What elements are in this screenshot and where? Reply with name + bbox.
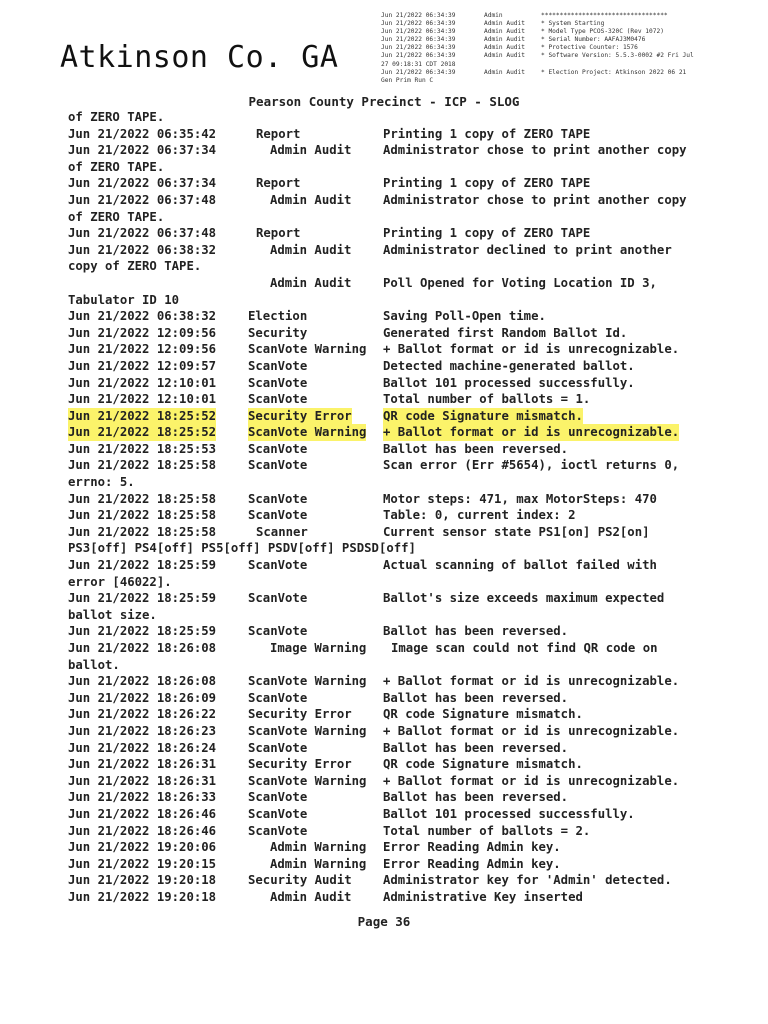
- log-timestamp: Jun 21/2022 18:25:59: [68, 591, 217, 606]
- log-event-type: ScanVote: [248, 823, 308, 838]
- log-timestamp: Jun 21/2022 18:25:59: [68, 558, 217, 573]
- log-continuation-text: PS3[off] PS4[off] PS5[off] PSDV[off] PSDSD[off]: [68, 541, 416, 556]
- log-message: Administrative Key inserted: [383, 889, 583, 904]
- log-message: Administrator key for 'Admin' detected.: [383, 873, 672, 888]
- log-message: Administrator declined to print another: [383, 242, 672, 257]
- log-continuation: [68, 540, 708, 557]
- event-log: [68, 109, 708, 906]
- log-timestamp: Jun 21/2022 19:20:06: [68, 840, 217, 855]
- inset-cell: Jun 21/2022 06:34:39: [381, 68, 456, 76]
- log-entry: [68, 457, 708, 474]
- log-message: Administrator chose to print another copy: [383, 192, 687, 207]
- log-continuation-text: of ZERO TAPE.: [68, 209, 165, 224]
- log-timestamp: Jun 21/2022 18:26:31: [68, 757, 217, 772]
- log-message: Ballot has been reversed.: [383, 441, 569, 456]
- log-message: Printing 1 copy of ZERO TAPE: [383, 176, 591, 191]
- log-event-type: ScanVote Warning: [248, 342, 367, 357]
- log-message: Error Reading Admin key.: [383, 840, 561, 855]
- log-event-type: ScanVote Warning: [248, 425, 367, 440]
- log-timestamp: Jun 21/2022 06:37:34: [68, 176, 217, 191]
- log-timestamp: Jun 21/2022 18:26:08: [68, 674, 217, 689]
- log-entry: [68, 175, 708, 192]
- log-timestamp: Jun 21/2022 06:35:42: [68, 126, 217, 141]
- log-entry: [68, 889, 708, 906]
- log-timestamp: Jun 21/2022 19:20:18: [68, 873, 217, 888]
- log-message: Scan error (Err #5654), ioctl returns 0,: [383, 458, 680, 473]
- log-event-type: Security: [248, 325, 308, 340]
- log-event-type: Admin Audit: [270, 143, 352, 158]
- log-entry: [68, 408, 708, 425]
- log-entry: [68, 756, 708, 773]
- log-event-type: Election: [248, 309, 308, 324]
- log-message: + Ballot format or id is unrecognizable.: [383, 425, 680, 440]
- inset-row: [381, 12, 711, 20]
- log-event-type: ScanVote: [248, 358, 308, 373]
- log-event-type: ScanVote: [248, 690, 308, 705]
- log-timestamp: Jun 21/2022 06:37:34: [68, 143, 217, 158]
- log-entry: [68, 623, 708, 640]
- inset-row: [381, 20, 711, 28]
- log-continuation: [68, 574, 708, 591]
- log-message: Total number of ballots = 1.: [383, 392, 591, 407]
- inset-row: [381, 44, 711, 52]
- log-continuation: [68, 209, 708, 226]
- inset-cell: Admin: [484, 12, 503, 19]
- log-message: Motor steps: 471, max MotorSteps: 470: [383, 491, 657, 506]
- log-timestamp: Jun 21/2022 12:10:01: [68, 375, 217, 390]
- log-entry: [68, 325, 708, 342]
- log-event-type: Report: [256, 126, 301, 141]
- log-entry: [68, 706, 708, 723]
- log-message: Error Reading Admin key.: [383, 856, 561, 871]
- log-event-type: ScanVote Warning: [248, 723, 367, 738]
- log-continuation: [68, 607, 708, 624]
- log-message: Ballot's size exceeds maximum expected: [383, 591, 665, 606]
- log-timestamp: Jun 21/2022 18:26:46: [68, 806, 217, 821]
- inset-cell: Admin Audit: [484, 20, 525, 28]
- log-timestamp: Jun 21/2022 18:25:52: [68, 408, 217, 423]
- log-continuation: [68, 474, 708, 491]
- log-message: Administrator chose to print another copy: [383, 143, 687, 158]
- log-event-type: Report: [256, 176, 301, 191]
- log-timestamp: Jun 21/2022 18:26:33: [68, 790, 217, 805]
- log-event-type: Admin Audit: [270, 242, 352, 257]
- log-timestamp: Jun 21/2022 06:37:48: [68, 192, 217, 207]
- log-continuation: [68, 657, 708, 674]
- log-entry: [68, 723, 708, 740]
- log-message: Ballot 101 processed successfully.: [383, 806, 635, 821]
- log-timestamp: Jun 21/2022 18:25:58: [68, 458, 217, 473]
- log-entry: [68, 126, 708, 143]
- log-message: Table: 0, current index: 2: [383, 508, 576, 523]
- log-message: Printing 1 copy of ZERO TAPE: [383, 226, 591, 241]
- log-message: + Ballot format or id is unrecognizable.: [383, 674, 680, 689]
- inset-cell: Admin Audit: [484, 36, 525, 44]
- log-timestamp: Jun 21/2022 18:26:09: [68, 690, 217, 705]
- log-event-type: Security Error: [248, 707, 352, 722]
- log-timestamp: Jun 21/2022 18:25:58: [68, 508, 217, 523]
- log-timestamp: Jun 21/2022 18:26:24: [68, 740, 217, 755]
- log-entry: [68, 375, 708, 392]
- page-number: Page 36: [357, 914, 411, 929]
- log-event-type: ScanVote Warning: [248, 674, 367, 689]
- log-event-type: ScanVote: [248, 392, 308, 407]
- inset-row: [381, 69, 711, 77]
- log-timestamp: Jun 21/2022 18:25:59: [68, 624, 217, 639]
- log-entry: [68, 308, 708, 325]
- inset-cell: Jun 21/2022 06:34:39: [381, 44, 456, 52]
- inset-cell: Jun 21/2022 06:34:39: [381, 52, 456, 60]
- log-message: Image scan could not find QR code on: [391, 641, 658, 655]
- inset-cell: Admin Audit: [484, 52, 525, 60]
- log-message: Total number of ballots = 2.: [383, 823, 591, 838]
- document-heading: Atkinson Co. GA: [60, 40, 339, 75]
- log-event-type: Admin Audit: [270, 192, 352, 207]
- log-continuation-text: ballot size.: [68, 607, 157, 622]
- log-continuation-text: of ZERO TAPE.: [68, 159, 165, 174]
- log-event-type: ScanVote: [248, 790, 308, 805]
- log-entry: [68, 424, 708, 441]
- log-timestamp: Jun 21/2022 19:20:15: [68, 856, 217, 871]
- inset-row: [381, 28, 711, 36]
- inset-cell: * Election Project: Atkinson 2022 06 21: [541, 68, 687, 76]
- log-entry: [68, 673, 708, 690]
- log-entry: [68, 491, 708, 508]
- log-entry: [68, 507, 708, 524]
- log-event-type: ScanVote: [248, 806, 308, 821]
- inset-row: [381, 61, 711, 69]
- log-entry: [68, 856, 708, 873]
- log-message: Poll Opened for Voting Location ID 3,: [383, 275, 657, 290]
- log-timestamp: Jun 21/2022 18:25:58: [68, 491, 217, 506]
- inset-row: [381, 52, 711, 60]
- log-event-type: ScanVote: [248, 375, 308, 390]
- log-entry: [68, 773, 708, 790]
- log-message: Actual scanning of ballot failed with: [383, 558, 657, 573]
- log-entry: [68, 275, 708, 292]
- inset-cell: * Serial Number: AAFAJ3M0476: [541, 36, 646, 44]
- inset-cell: Jun 21/2022 06:34:39: [381, 20, 456, 28]
- log-timestamp: Jun 21/2022 06:38:32: [68, 309, 217, 324]
- log-message: Generated first Random Ballot Id.: [383, 325, 628, 340]
- log-event-type: ScanVote: [248, 458, 308, 473]
- log-event-type: ScanVote: [248, 508, 308, 523]
- log-entry: [68, 142, 708, 159]
- log-timestamp: Jun 21/2022 06:38:32: [68, 242, 217, 257]
- inset-cell: Admin Audit: [484, 28, 525, 36]
- log-timestamp: Jun 21/2022 18:26:46: [68, 823, 217, 838]
- log-continuation-text: error [46022].: [68, 574, 172, 589]
- log-title: Pearson County Precinct - ICP - SLOG: [248, 94, 520, 109]
- log-message: Printing 1 copy of ZERO TAPE: [383, 126, 591, 141]
- log-continuation: [68, 109, 708, 126]
- log-event-type: ScanVote: [248, 591, 308, 606]
- log-entry: [68, 740, 708, 757]
- log-event-type: ScanVote: [248, 441, 308, 456]
- log-continuation-text: errno: 5.: [68, 475, 135, 490]
- inset-cell: Jun 21/2022 06:34:39: [381, 36, 456, 44]
- log-event-type: Security Error: [248, 408, 352, 423]
- log-message: + Ballot format or id is unrecognizable.: [383, 342, 680, 357]
- inset-log-excerpt: [381, 12, 711, 86]
- log-entry: [68, 524, 708, 541]
- log-entry: [68, 358, 708, 375]
- log-message: Ballot 101 processed successfully.: [383, 375, 635, 390]
- log-timestamp: Jun 21/2022 18:26:31: [68, 773, 217, 788]
- log-event-type: Report: [256, 226, 301, 241]
- inset-row: [381, 77, 711, 85]
- log-event-type: ScanVote Warning: [248, 773, 367, 788]
- log-message: Saving Poll-Open time.: [383, 309, 546, 324]
- log-timestamp: Jun 21/2022 12:09:56: [68, 325, 217, 340]
- inset-cell: * Software Version: 5.5.3-0002 #2 Fri Jul: [541, 52, 694, 60]
- log-message: QR code Signature mismatch.: [383, 408, 583, 423]
- log-timestamp: Jun 21/2022 18:25:58: [68, 524, 217, 539]
- log-continuation: [68, 292, 708, 309]
- log-entry: [68, 341, 708, 358]
- inset-cell: 27 09:18:31 CDT 2018: [381, 60, 456, 68]
- log-entry: [68, 225, 708, 242]
- log-entry: [68, 192, 708, 209]
- log-entry: [68, 242, 708, 259]
- log-message: Ballot has been reversed.: [383, 624, 569, 639]
- log-timestamp: Jun 21/2022 19:20:18: [68, 889, 217, 904]
- log-event-type: Admin Audit: [270, 889, 352, 904]
- log-continuation-text: ballot.: [68, 657, 120, 672]
- log-event-type: Scanner: [256, 524, 308, 539]
- log-entry: [68, 391, 708, 408]
- log-timestamp: Jun 21/2022 12:09:57: [68, 358, 217, 373]
- inset-row: [381, 36, 711, 44]
- inset-cell: Jun 21/2022 06:34:39: [381, 28, 456, 36]
- log-entry: [68, 690, 708, 707]
- inset-cell: Jun 21/2022 06:34:39: [381, 12, 456, 19]
- log-timestamp: Jun 21/2022 06:37:48: [68, 226, 217, 241]
- log-event-type: ScanVote: [248, 624, 308, 639]
- log-timestamp: Jun 21/2022 18:26:22: [68, 707, 217, 722]
- log-entry: [68, 441, 708, 458]
- log-event-type: Security Error: [248, 757, 352, 772]
- log-entry: [68, 557, 708, 574]
- log-message: + Ballot format or id is unrecognizable.: [383, 773, 680, 788]
- log-continuation: [68, 258, 708, 275]
- log-timestamp: Jun 21/2022 18:26:08: [68, 641, 217, 655]
- log-entry: [68, 590, 708, 607]
- log-event-type: Image Warning: [270, 641, 367, 655]
- log-event-type: Admin Warning: [270, 856, 367, 871]
- log-timestamp: Jun 21/2022 18:26:23: [68, 723, 217, 738]
- log-event-type: ScanVote: [248, 740, 308, 755]
- log-message: QR code Signature mismatch.: [383, 707, 583, 722]
- log-continuation-text: Tabulator ID 10: [68, 292, 180, 307]
- log-entry: [68, 839, 708, 856]
- log-event-type: ScanVote: [248, 558, 308, 573]
- inset-cell: **********************************: [541, 12, 668, 19]
- log-message: Ballot has been reversed.: [383, 790, 569, 805]
- log-message: + Ballot format or id is unrecognizable.: [383, 723, 680, 738]
- inset-cell: * Model Type PCOS-320C (Rev 1072): [541, 28, 664, 36]
- log-message: QR code Signature mismatch.: [383, 757, 583, 772]
- inset-cell: Admin Audit: [484, 68, 525, 76]
- inset-cell: * Protective Counter: 1576: [541, 44, 638, 52]
- log-message: Ballot has been reversed.: [383, 690, 569, 705]
- log-entry: [68, 823, 708, 840]
- log-entry: [68, 806, 708, 823]
- log-timestamp: Jun 21/2022 12:10:01: [68, 392, 217, 407]
- log-timestamp: Jun 21/2022 12:09:56: [68, 342, 217, 357]
- log-timestamp: Jun 21/2022 18:25:52: [68, 425, 217, 440]
- log-event-type: ScanVote: [248, 491, 308, 506]
- log-continuation: [68, 159, 708, 176]
- inset-cell: Gen Prim Run C: [381, 76, 434, 84]
- inset-cell: * System Starting: [541, 20, 605, 28]
- log-entry: [68, 789, 708, 806]
- log-entry: [68, 640, 708, 657]
- log-continuation-text: copy of ZERO TAPE.: [68, 259, 202, 274]
- log-event-type: Security Audit: [248, 873, 352, 888]
- log-event-type: Admin Audit: [270, 275, 352, 290]
- log-message: Detected machine-generated ballot.: [383, 358, 635, 373]
- log-message: Ballot has been reversed.: [383, 740, 569, 755]
- log-entry: [68, 872, 708, 889]
- log-continuation-text: of ZERO TAPE.: [68, 110, 165, 124]
- log-message: Current sensor state PS1[on] PS2[on]: [383, 524, 650, 539]
- inset-cell: Admin Audit: [484, 44, 525, 52]
- log-event-type: Admin Warning: [270, 840, 367, 855]
- log-timestamp: Jun 21/2022 18:25:53: [68, 441, 217, 456]
